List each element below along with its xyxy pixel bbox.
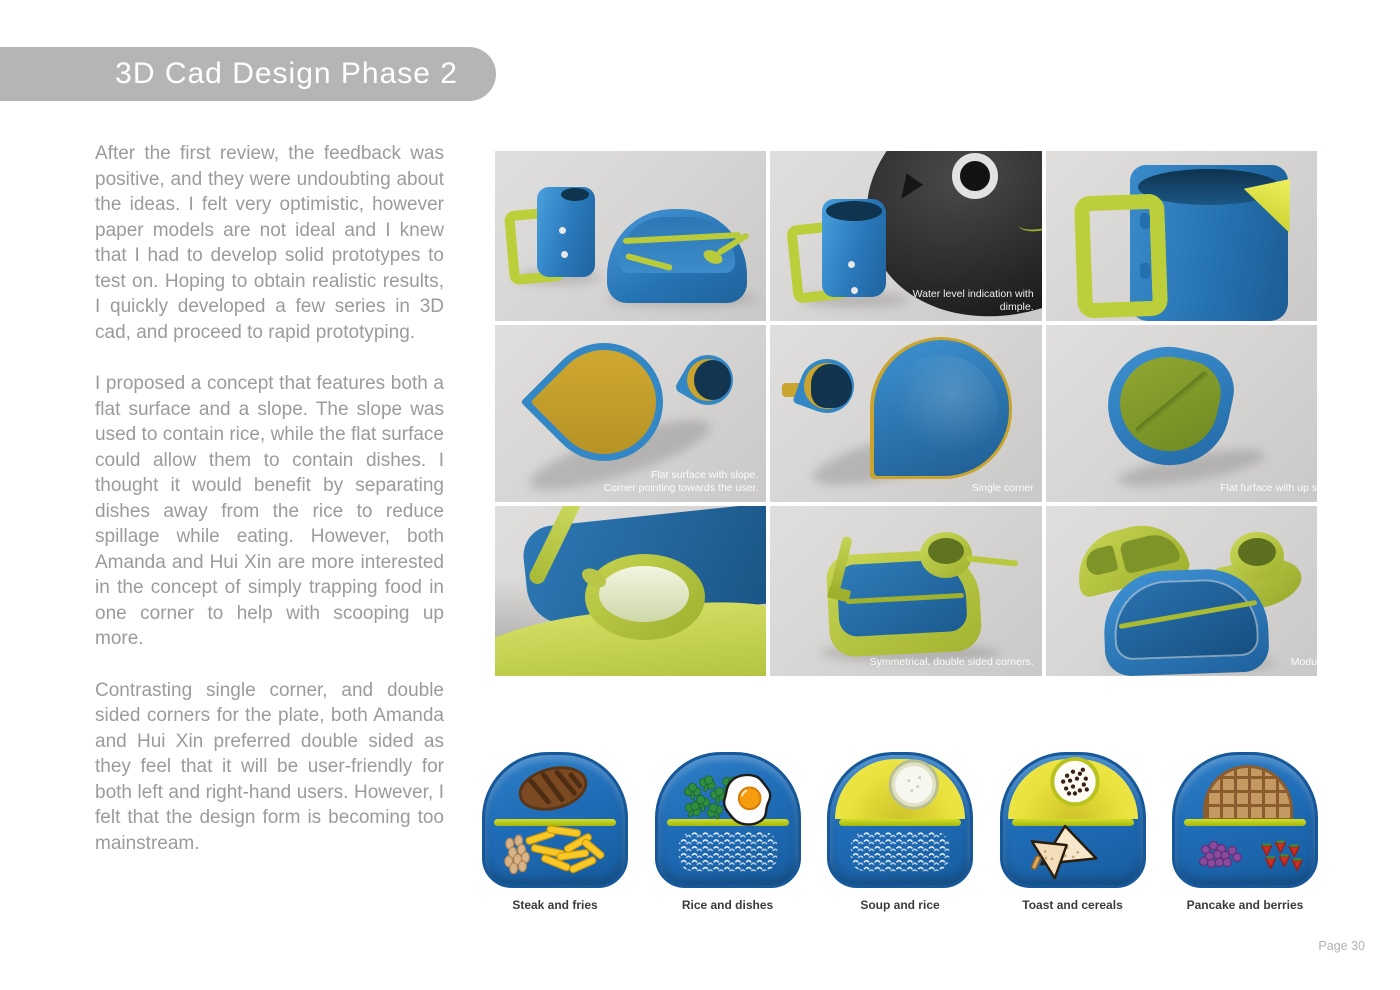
handle-clip <box>1140 263 1150 279</box>
plate-icon <box>482 752 628 888</box>
render-pitcher-closeup <box>1046 151 1317 321</box>
render-caption: Flat furface with up s <box>1220 482 1317 495</box>
plate-icon <box>1172 752 1318 888</box>
kettle-lid <box>952 153 998 199</box>
cup-holder-interior <box>599 566 689 622</box>
icon-rice-and-dishes <box>653 752 803 912</box>
render-teardrop-topview <box>495 325 766 502</box>
icon-toast-and-cereals <box>998 752 1148 912</box>
icon-label: Rice and dishes <box>681 898 774 912</box>
cup-interior <box>694 360 731 400</box>
icon-steak-and-fries <box>480 752 630 912</box>
icon-label: Steak and fries <box>512 898 598 912</box>
plate-icon <box>827 752 973 888</box>
render-upslope-bowl <box>1046 325 1317 502</box>
spoon <box>966 555 1018 566</box>
title-banner <box>0 47 496 101</box>
mug-button <box>559 227 566 234</box>
render-symmetrical-plate <box>770 506 1041 676</box>
body-text-column <box>95 141 444 882</box>
icon-soup-and-rice <box>825 752 975 912</box>
page-number: Page 30 <box>1318 939 1365 953</box>
cup-interior <box>1238 538 1276 566</box>
mug-opening <box>826 201 882 221</box>
icon-label: Pancake and berries <box>1186 898 1304 912</box>
render-caption: Flat surface with slope. Corner pointing towards the user. <box>603 468 759 495</box>
plate-icon <box>1000 752 1146 888</box>
steak-and-fries-art <box>485 755 625 885</box>
icon-pancake-and-berries <box>1170 752 1320 912</box>
render-single-corner-topview <box>770 325 1041 502</box>
concept-icons-row <box>480 752 1320 912</box>
render-caption: Single corner <box>971 482 1034 495</box>
paragraph-3: Contrasting single corner, and double sided corners for the plate, both Amanda and Hui Xin preferred double sided as they feel that it will be user-friendly for both left and right-hand users. However, I felt that the design form is becoming too mainstream. <box>95 679 444 854</box>
paragraph-2: I proposed a concept that features both a flat surface and a slope. The slope was used to contain rice, while the flat surface could allow them to contain dishes. I thought it would benefit by separating dishes away from the rice to reduce spillage while eating. However, both Amanda and Hui Xin are more interested in the concept of simply trapping food in one corner to help with scooping up more. <box>95 373 444 649</box>
render-caption: Modu <box>1290 656 1317 669</box>
plate-icon <box>655 752 801 888</box>
pitcher-handle <box>1074 193 1168 318</box>
icon-label: Toast and cereals <box>1022 898 1123 912</box>
paragraph-1: After the first review, the feedback was positive, and they were undoubting about the ideas. I felt very optimistic, however paper models are not ideal and I knew that I had to develop solid prototypes to test on. Hoping to obtain realistic results, I quickly developed a few series in 3D cad, and proceed to rapid prototyping. <box>95 143 444 343</box>
render-gallery <box>495 151 1317 676</box>
mug-body <box>537 187 595 277</box>
mug-opening <box>561 188 589 201</box>
mug-button <box>561 251 568 258</box>
icon-label: Soup and rice <box>860 898 940 912</box>
handle-clip <box>1140 213 1150 229</box>
render-mug-and-plate <box>495 151 766 321</box>
plate-sheen <box>886 355 998 467</box>
render-kettle-pouring <box>770 151 1041 321</box>
toast-and-cereals-art <box>1003 755 1143 885</box>
page-title: 3D Cad Design Phase 2 <box>115 57 458 90</box>
pancake-and-berries-art <box>1175 755 1315 885</box>
render-caption: Water level indication with dimple. <box>912 287 1034 314</box>
soup-and-rice-art <box>830 755 970 885</box>
render-green-plate-closeup <box>495 506 766 676</box>
render-caption: Symmetrical, double sided corners. <box>869 656 1034 669</box>
rice-and-dishes-art <box>658 755 798 885</box>
render-modular-set <box>1046 506 1317 676</box>
